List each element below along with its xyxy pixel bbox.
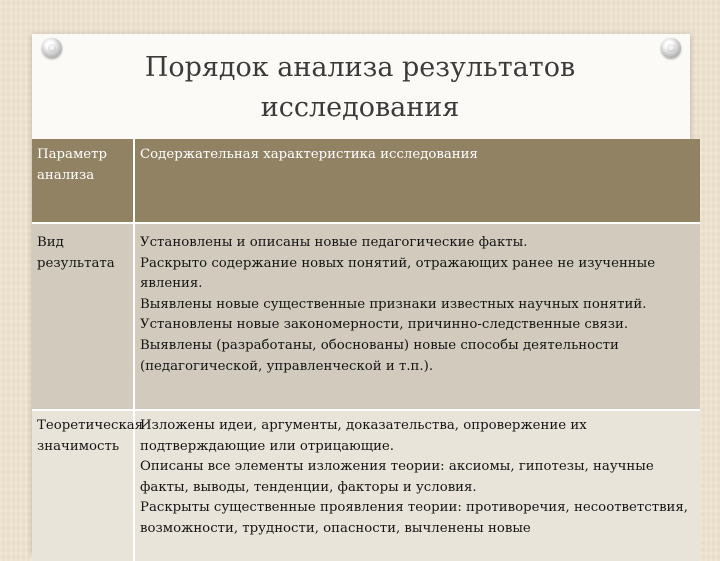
description-line: Описаны все элементы изложения теории: аксиомы, гипотезы, научные факты, выводы, тенденции, факторы и условия.	[140, 459, 654, 495]
table-row	[32, 223, 700, 410]
description-line: Установлены и описаны новые педагогические факты.	[140, 235, 528, 250]
description-line: Установлены новые закономерности, причинно-следственные связи.	[140, 317, 629, 333]
row-param-cell: Вид результата	[32, 223, 134, 410]
row-param-cell: Теоретическая значимость	[32, 410, 134, 561]
row-description-cell	[134, 410, 700, 561]
table-row	[32, 410, 700, 561]
analysis-table	[32, 139, 700, 561]
pushpin-icon	[42, 38, 62, 58]
description-line: Раскрыто содержание новых понятий, отражающих ранее не изученные явления.	[140, 255, 656, 292]
description-line: Выявлены (разработаны, обоснованы) новые способы деятельности (педагогической, управленческой и т.п.).	[140, 337, 619, 374]
slide-title	[80, 48, 640, 128]
header-cell-parameter: Параметр анализа	[32, 139, 134, 223]
table-header-row	[32, 139, 700, 223]
title-line-1: Порядок анализа результатов	[144, 52, 576, 83]
header-cell-description: Содержательная характеристика исследования	[134, 139, 700, 223]
title-line-2: исследования	[260, 92, 460, 123]
description-line: Раскрыты существенные проявления теории: противоречия, несоответствия, возможности, трудности, опасности, вычленены новые	[140, 500, 689, 536]
description-line: Изложены идеи, аргументы, доказательства, опровержение их подтверждающие или отрицающие.	[140, 418, 587, 454]
row-description-cell	[134, 223, 700, 410]
description-line: Выявлены новые существенные признаки известных научных понятий.	[140, 296, 647, 312]
pushpin-icon	[661, 38, 681, 58]
